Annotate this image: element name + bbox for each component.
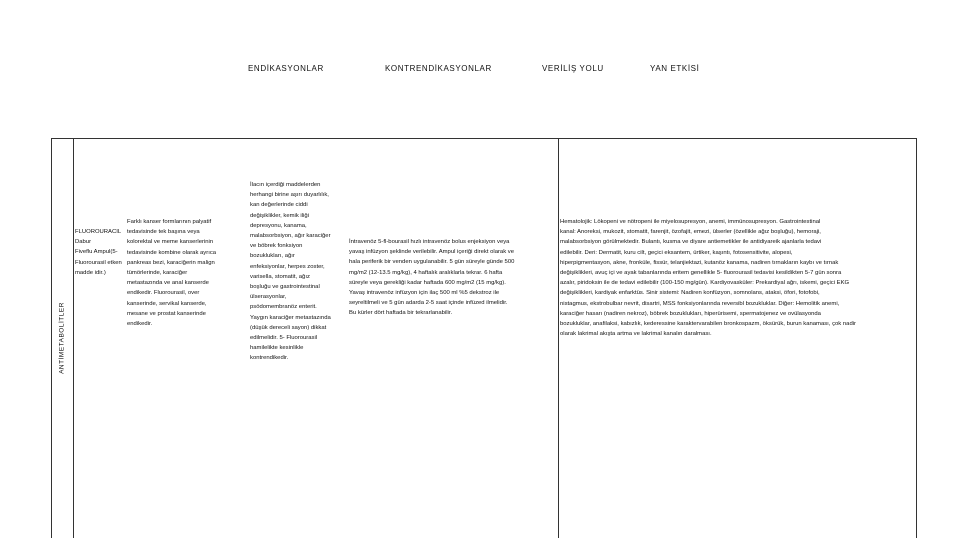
text-line: endikedir. Fluorourasil, over (127, 290, 200, 297)
text-line: Hematolojik: Lökopeni ve nötropeni ile miyelosupresyon, anemi, immünosupresyon. Gastrointestinal (560, 219, 821, 225)
text-line: nistagmus, ekstrobulbar nevrit, disartri, MSS fonksiyonlarında reversibl bozukluklar. Diğer: Hemolitik anemi, (560, 300, 840, 307)
text-line: edilmelidir. 5- Fluorourasil (250, 335, 318, 342)
text-line: seyreltilmeli ve 5 gün adarda 2-5 saat içinde infüzed ilmelidir. (349, 300, 508, 307)
text-line: enfeksiyonlar, herpes zoster, (250, 263, 325, 270)
text-line: ülserasyonlar, (250, 294, 287, 301)
text-line: hiperpigmentasyon, akne, fronküle, fissür, telanjiektazi, kutanöz kanama, nadiren tırnakların kaybı ve tırnak (560, 259, 839, 266)
text-line: kan değerlerinde ciddi (250, 202, 308, 209)
text-line: yavaş infüzyon şeklinde verilebilir. Ampul içeriği direkt olarak ve (349, 249, 515, 256)
text-line: tedavisinde tek başına veya (127, 229, 200, 236)
text-line: İlacın içerdiği maddelerden (250, 182, 321, 188)
text-line: süreyle veya gerekliği kadar haftada 600 mg/m2 (15 mg/kg). (349, 279, 506, 286)
text-line: tümörlerinde, karaciğer (127, 270, 188, 277)
text-line: pankreas bezi, karaciğerin malign (127, 259, 215, 266)
column-divider (558, 138, 559, 538)
text-line: malabsorbsiyon görülmektedir. Bulantı, kusma ve diyare antiemetikler ile antidiyareik ajanlarla tedavi (560, 239, 822, 246)
header-indications: ENDİKASYONLAR (248, 64, 324, 73)
text-line: edilebilir. Deri: Dermatit, kuru cilt, geçici eksantem, ürtiker, kaşıntı, fotosensitivite, alopesi, (560, 249, 793, 256)
text-line: endikedir. (127, 321, 153, 328)
table-top-border (51, 138, 917, 139)
text-line: hala periferik bir venden uygulanabilir. 5 gün süreyle günde 500 (349, 259, 515, 266)
text-line: ve böbrek fonksiyon (250, 243, 303, 250)
text-line: boşluğu ve gastrointestinal (250, 284, 320, 291)
text-line: madde idir.) (75, 269, 106, 276)
text-line: değişiklikler, kemik iliği (250, 212, 309, 219)
text-line: değişiklikleri, kardiyak enfarktüs. Sinir sistemi: Nadiren konfüzyon, somnolans, ataksi, öfori, fotofobi, (560, 290, 820, 297)
text-line: tedavisinde kombine olarak ayrıca (127, 249, 217, 256)
header-route: VERİLİŞ YOLU (542, 64, 604, 73)
text-line: hamilelikte kesinlikle (250, 345, 304, 352)
text-line: metastazında ve anal kanserde (127, 280, 209, 287)
text-line: Bu kürler dört haftada bir tekrarlanabilir. (349, 310, 453, 317)
text-line: kolorektal ve meme kanserlerinin (127, 239, 214, 246)
text-line: psödomembranöz enterit. (250, 304, 317, 311)
text-line: depresyonu, kanama, (250, 222, 307, 229)
text-line: kanal: Anoreksi, mukozit, stomatit, farenjit, özofajit, emezi, ülserler (özellikle ağız boşluğu), hemoraji, (560, 229, 821, 236)
text-line: karaciğer hasarı (nadiren nekroz), böbrek bozuklukları, hiperürisemi, spermatojenez ve ovülasyonda (560, 310, 821, 317)
text-line: kanserinde, servikal kanserde, (127, 300, 207, 307)
text-line: Fiveflu Ampul(5- (75, 249, 118, 256)
category-label-cell (51, 138, 73, 538)
contraindications-cell (250, 180, 350, 364)
text-line: Fluorourasil etken (75, 259, 122, 266)
text-line: bozuklukları, ağır (250, 253, 295, 260)
text-line: varisella, stomatit, ağız (250, 273, 310, 280)
text-line: (düşük dereceli sayon) dikkat (250, 324, 327, 331)
text-line: değişiklikleri, avuç içi ve ayak tabanlarında eritem genellikle 5- fluorourasil tedavisi kesildikten 5-7 gün sonra (560, 270, 842, 277)
text-line: Yaygın karaciğer metastazında (250, 314, 331, 321)
category-label: ANTİMETABOLİTLER (58, 302, 66, 374)
text-line: olarak lakrimal akışta artma ve lakrimal kanalın daralması. (560, 331, 712, 338)
text-line: İntravenöz 5-fl-bourasil hızlı intravenöz bolus enjeksiyon veya (349, 239, 510, 245)
drug-name-cell (75, 227, 125, 278)
text-line: malabsorbsiyon, ağır karaciğer (250, 233, 331, 240)
text-line: FLUOROURACIL (75, 229, 122, 235)
indications-cell (127, 217, 245, 329)
text-line: herhangi birine aşırı duyarlılık, (250, 192, 329, 199)
text-line: Farklı kanser formlarının palyatif (127, 219, 212, 225)
text-line: Dabur (75, 239, 92, 246)
header-side-effects: YAN ETKİSİ (650, 64, 700, 73)
text-line: Yavaş intravenöz infüzyon için ilaç 500 ml %5 dekstroz ile (349, 290, 500, 297)
text-line: mesane ve prostat kanserinde (127, 310, 206, 317)
table-border (916, 138, 917, 538)
text-line: azalır, piridoksin ile de tedavi edilebilir (100-150 mg/gün). Kardiyovasküler: Prekardiyal ağrı, iskemi, geçici EKG (560, 280, 850, 287)
text-line: bozukluklar, anafilaksi, kabızlık, kederessine karaktervarabilen bronkospazm, öksürük, burun kanaması, çok nadir (560, 321, 856, 328)
column-divider (73, 138, 74, 538)
header-contraindications: KONTRENDİKASYONLAR (385, 64, 492, 73)
text-line: kontrendikedir. (250, 355, 289, 362)
side-effects-cell (560, 217, 915, 339)
text-line: mg/m2 (12-13.5 mg/kg), 4 haftalık aralıklarla tekrar. 6 hafta (349, 269, 503, 276)
route-cell (349, 237, 559, 319)
